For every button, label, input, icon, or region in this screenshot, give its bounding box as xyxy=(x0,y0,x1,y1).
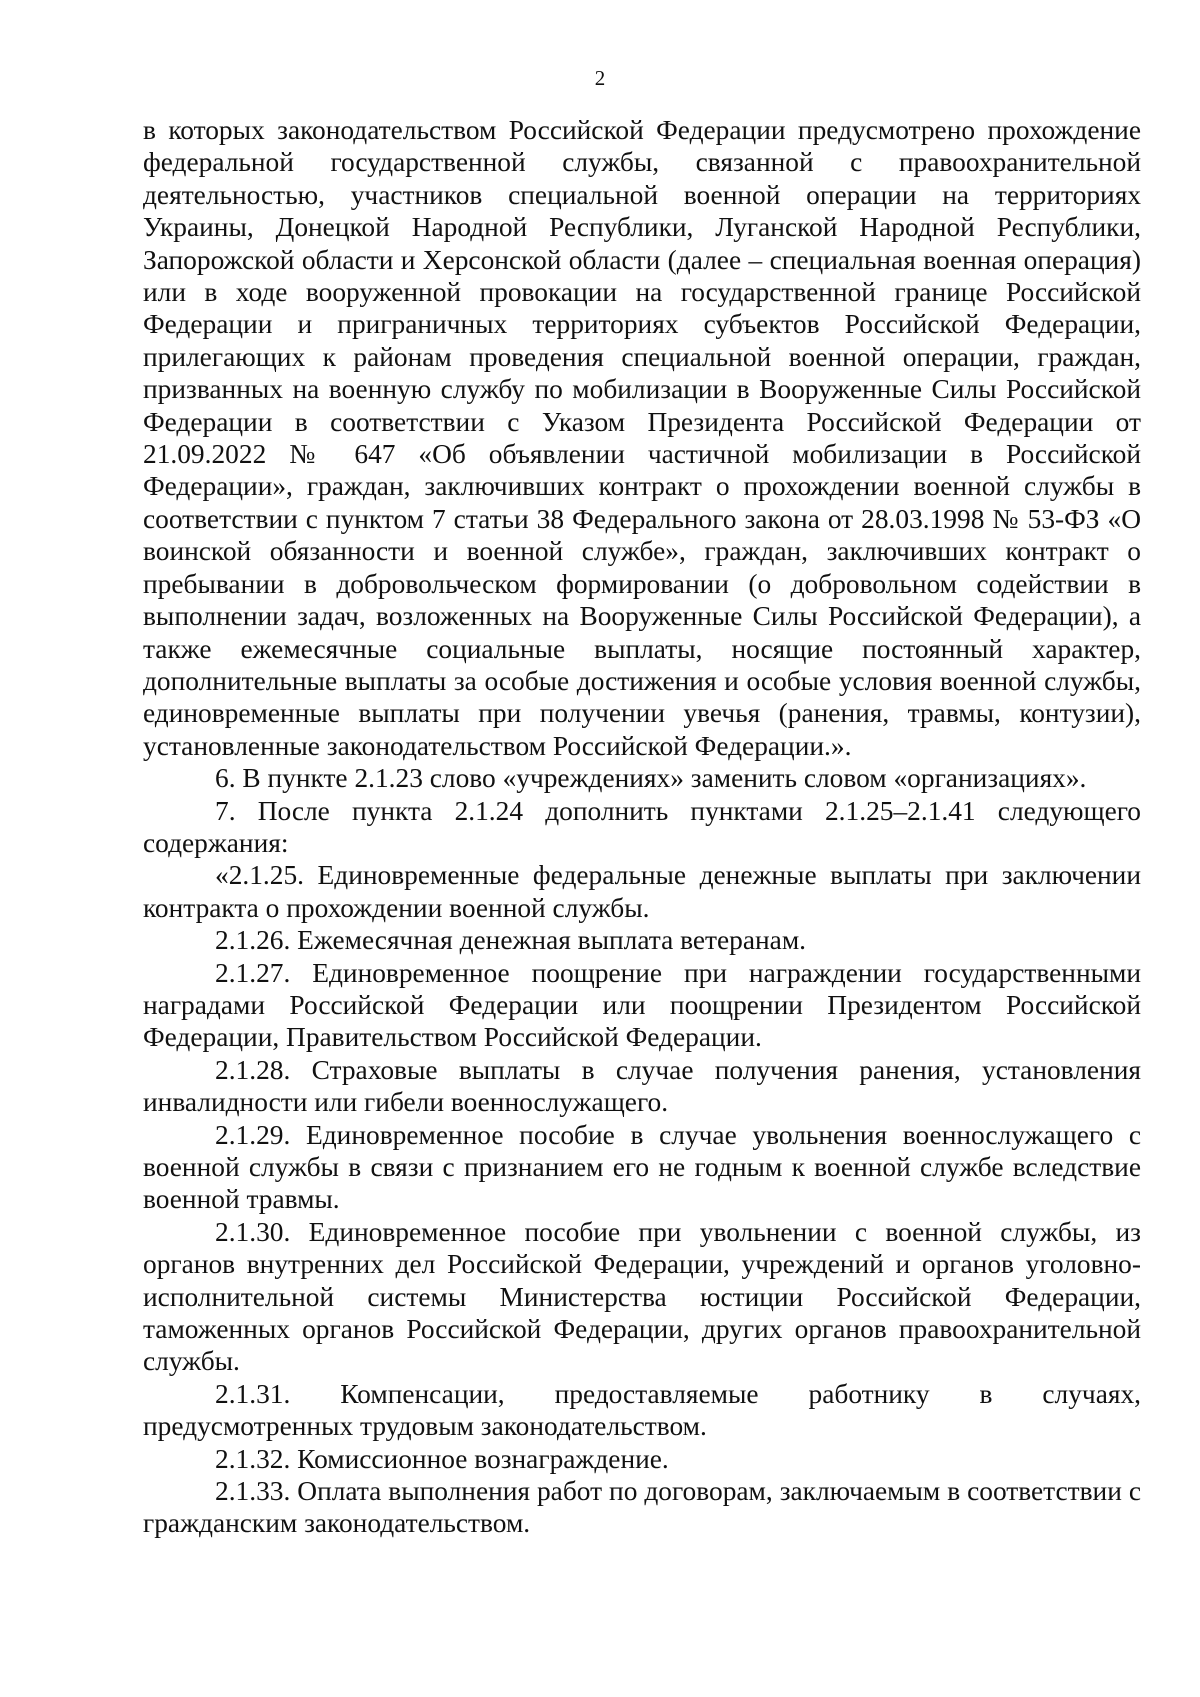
clause-2-1-26: 2.1.26. Ежемесячная денежная выплата ветеранам. xyxy=(215,925,807,956)
paragraph-item-7: 7. После пункта 2.1.24 дополнить пунктами 2.1.25–2.1.41 следующего содержания: xyxy=(143,795,1141,858)
clause-2-1-29: 2.1.29. Единовременное пособие в случае увольнения военнослужащего с военной службы в связи с признанием его не годным к военной службе вследствие военной травмы. xyxy=(143,1119,1141,1215)
page-number: 2 xyxy=(594,66,606,90)
clause-2-1-33: 2.1.33. Оплата выполнения работ по договорам, заключаемым в соответствии с гражданским законодательством. xyxy=(143,1476,1141,1539)
clause-2-1-31: 2.1.31. Компенсации, предоставляемые работнику в случаях, предусмотренных трудовым законодательством. xyxy=(143,1378,1141,1442)
clause-2-1-27: 2.1.27. Единовременное поощрение при награждении государственными наградами Российской Федерации или поощрении Президентом Российской Федерации, Правительством Российской Федерации. xyxy=(143,957,1141,1053)
clause-2-1-30: 2.1.30. Единовременное пособие при увольнении с военной службы, из органов внутренних дел Российской Федерации, учреждений и органов уголовно-исполнительной системы Министерства юстиции Российской Федерации, таможенных органов Российской Федерации, других органов правоохранительной службы. xyxy=(143,1216,1141,1377)
clause-2-1-25: «2.1.25. Единовременные федеральные денежные выплаты при заключении контракта о прохождении военной службы. xyxy=(143,860,1141,923)
clause-2-1-28: 2.1.28. Страховые выплаты в случае получения ранения, установления инвалидности или гибели военнослужащего. xyxy=(143,1054,1141,1118)
paragraph-item-6: 6. В пункте 2.1.23 слово «учреждениях» заменить словом «организациях». xyxy=(215,763,1087,794)
document-body xyxy=(143,114,1141,1540)
clause-2-1-32: 2.1.32. Комиссионное вознаграждение. xyxy=(215,1443,669,1474)
paragraph-continuation: в которых законодательством Российской Федерации предусмотрено прохождение федеральной государственной службы, связанной с правоохранительной деятельностью, участников специальной военной операции на территориях Украины, Донецкой Народной Республики, Луганской Народной Республики, Запорожской области и Херсонской области (далее – специальная военная операция) или в ходе вооруженной провокации на государственной границе Российской Федерации и приграничных территориях субъектов Российской Федерации, прилегающих к районам проведения специальной военной операции, граждан, призванных на военную службу по мобилизации в Вооруженные Силы Российской Федерации в соответствии с Указом Президента Российской Федерации от 21.09.2022 № 647 «Об объявлении частичной мобилизации в Российской Федерации», граждан, заключивших контракт о прохождении военной службы в соответствии с пунктом 7 статьи 38 Федерального закона от 28.03.1998 № 53-ФЗ «О воинской обязанности и военной службе», граждан, заключивших контракт о пребывании в добровольческом формировании (о добровольном содействии в выполнении задач, возложенных на Вооруженные Силы Российской Федерации), а также ежемесячные социальные выплаты, носящие постоянный характер, дополнительные выплаты за особые достижения и особые условия военной службы, единовременные выплаты при получении увечья (ранения, травмы, контузии), установленные законодательством Российской Федерации.». xyxy=(143,115,1141,761)
